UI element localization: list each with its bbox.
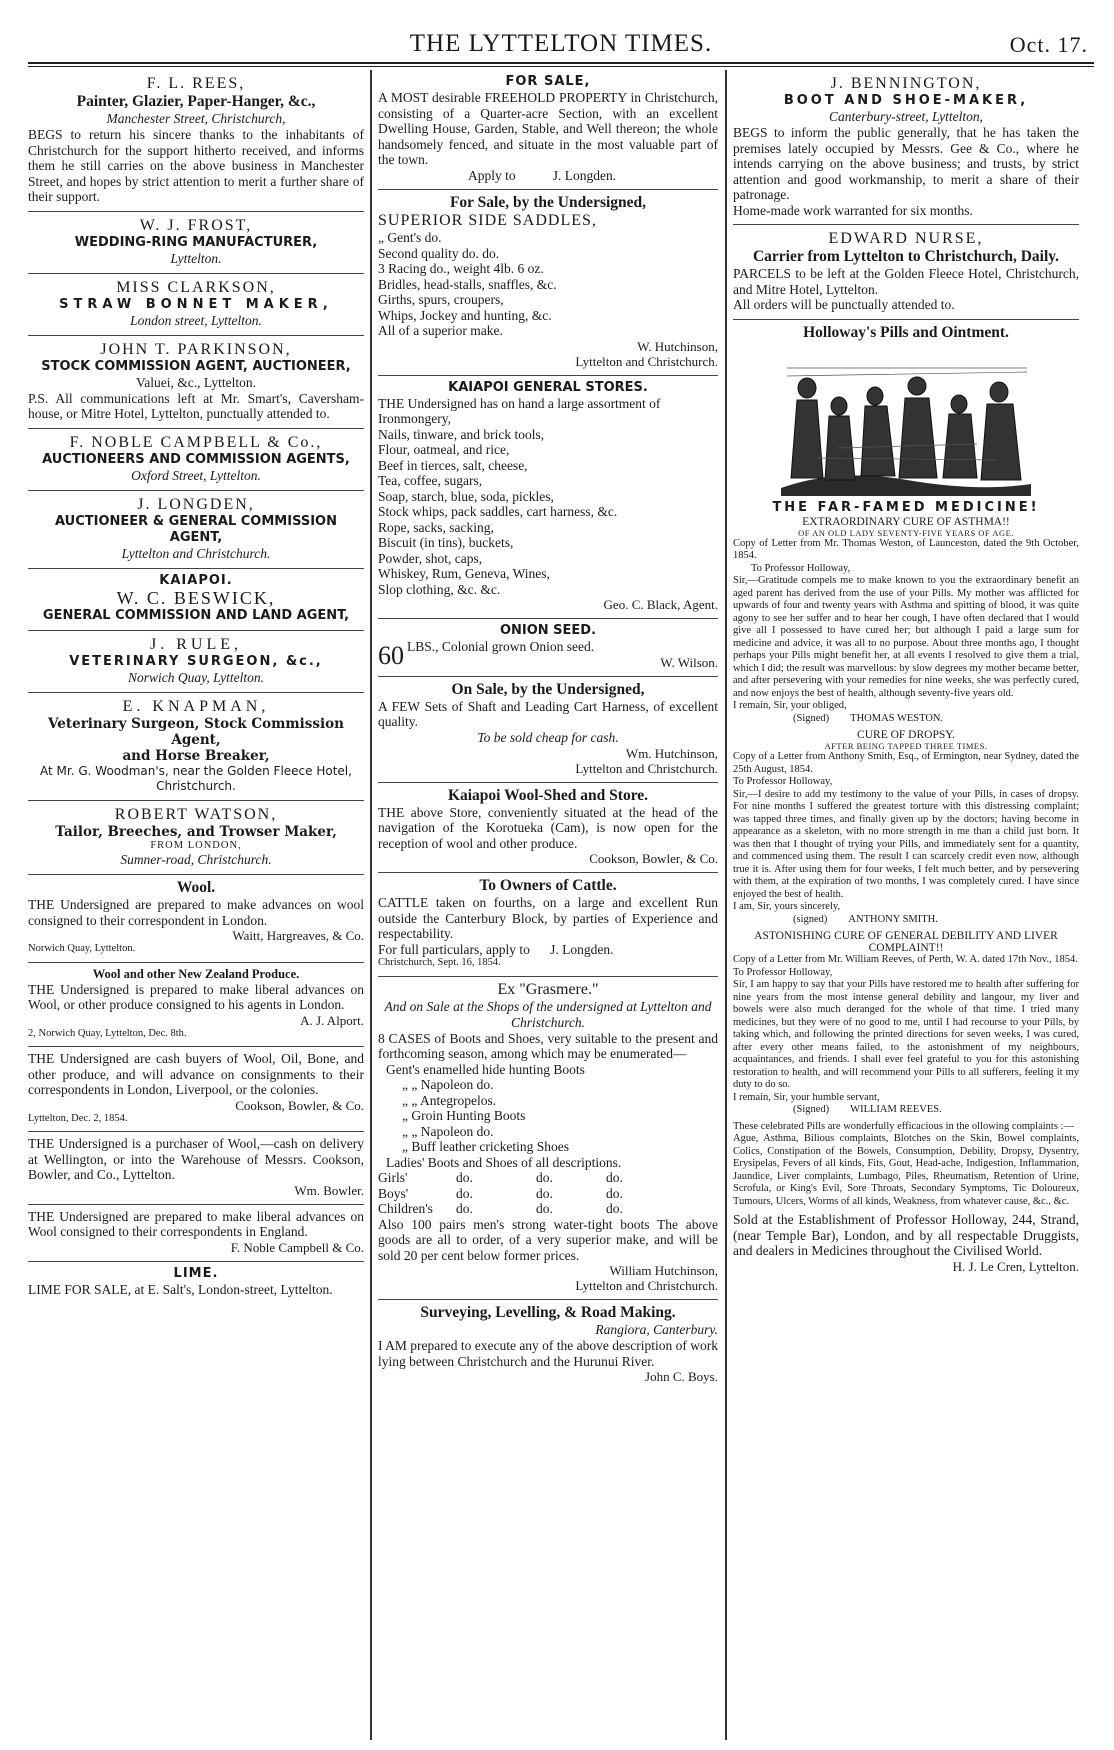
advertiser-name: J. LONGDEN,	[137, 495, 255, 513]
signed-label: (Signed)	[793, 1104, 830, 1115]
advertiser-name: MISS CLARKSON,	[116, 278, 276, 296]
ad-body: THE Undersigned is a purchaser of Wool,—cash on delivery at Wellington, or into the Warehouse of Messrs. Cookson, Bowler, and Co., Lyttelton.	[28, 1136, 364, 1182]
testimonial-intro: Copy of a Letter from Mr. William Reeves, of Perth, W. A. dated 17th Nov., 1854.	[733, 954, 1078, 965]
list-item: „ Buff leather cricketing Shoes	[402, 1139, 569, 1154]
ad-address: Lyttelton and Christchurch.	[575, 1278, 718, 1293]
table-cell: do.	[456, 1170, 473, 1185]
ad-body: Sold at the Establishment of Professor Holloway, 244, Strand, (near Temple Bar), London, and by all respectable Druggists, and dealers in Medicines throughout the Civilised World.	[733, 1212, 1079, 1258]
signature: John C. Boys.	[645, 1369, 718, 1384]
tagline: THE FAR-FAMED MEDICINE!	[772, 499, 1040, 515]
ad-heading: Holloway's Pills and Ointment.	[803, 323, 1009, 341]
ad-address: Christchurch, Sept. 16, 1854.	[378, 957, 501, 968]
testimonial-subheading: OF AN OLD LADY SEVENTY-FIVE YEARS OF AGE.	[798, 527, 1014, 538]
table-cell: do.	[536, 1185, 553, 1201]
ad-note: To be sold cheap for cash.	[477, 729, 619, 745]
ad-body: LBS., Colonial grown Onion seed.	[407, 639, 595, 654]
advertiser-name: F. L. REES,	[146, 75, 246, 92]
advertiser-name: E. KNAPMAN,	[122, 697, 270, 715]
ad-body: A FEW Sets of Shaft and Leading Cart Harness, of excellent quality.	[378, 698, 718, 729]
address-line: Canterbury-street, Lyttelton,	[829, 109, 983, 124]
table-cell: do.	[606, 1170, 623, 1185]
size-table	[378, 1170, 718, 1217]
apply-line: For full particulars, apply to	[378, 941, 530, 957]
list-item: „ Groin Hunting Boots	[402, 1108, 526, 1123]
ad-heading: Wool.	[176, 879, 216, 896]
signature: Cookson, Bowler, & Co.	[589, 851, 718, 866]
ad-onion-seed	[378, 619, 718, 677]
ad-bowler	[28, 1132, 364, 1205]
ad-grasmere	[378, 977, 718, 1301]
address-line: Oxford Street, Lyttelton.	[131, 467, 261, 483]
trade-line: BOOT AND SHOE-MAKER,	[783, 93, 1029, 108]
trade-line: VETERINARY SURGEON, &c.,	[69, 653, 323, 669]
ad-title: SUPERIOR SIDE SADDLES,	[378, 212, 597, 229]
testimonial-subheading: AFTER BEING TAPPED THREE TIMES.	[824, 741, 988, 751]
ad-cookson	[28, 1047, 364, 1132]
ad-body: THE Undersigned is prepared to make liberal advances on Wool, or other produce consigned to his agents in London.	[28, 981, 364, 1012]
table-cell: do.	[606, 1185, 623, 1201]
ad-address: 2, Norwich Quay, Lyttelton, Dec. 8th.	[28, 1027, 187, 1039]
column-divider	[370, 70, 372, 1740]
signature: Wm. Bowler.	[294, 1182, 364, 1198]
ad-parkinson	[28, 336, 364, 429]
list-item: Beef in tierces, salt, cheese,	[378, 457, 528, 473]
ad-body: THE above Store, conveniently situated at the head of the navigation of the Korotueka (Cam), is now open for the reception of wool and other produce.	[378, 804, 718, 851]
ad-saddles	[378, 190, 718, 376]
testimonial-heading: ASTONISHING CURE OF GENERAL DEBILITY AND LIVER COMPLAINT!!	[754, 930, 1058, 954]
signature: W. Wilson.	[660, 654, 718, 670]
ad-wool-produce	[28, 963, 364, 1048]
trade-line: Veterinary Surgeon, Stock Commission Agent,	[48, 715, 344, 748]
table-cell: Children's	[378, 1201, 433, 1216]
trade-line: GENERAL COMMISSION AND LAND AGENT,	[42, 607, 350, 623]
letter-signature: ANTHONY SMITH.	[848, 913, 938, 925]
ad-cart-harness	[378, 677, 718, 783]
list-item: Slop clothing, &c. &c.	[378, 581, 501, 597]
list-item: Bridles, head-stalls, snaffles, &c.	[378, 276, 557, 292]
advertiser-name: W. J. FROST,	[139, 216, 253, 234]
engraving-illustration	[777, 348, 1035, 496]
trade-line: STOCK COMMISSION AGENT, AUCTIONEER,	[41, 358, 351, 374]
table-cell: do.	[536, 1170, 553, 1185]
ad-wool	[28, 875, 364, 963]
testimonial-intro: Copy of a Letter from Anthony Smith, Esq., of Ermington, near Sydney, dated the 25th August, 1854.	[733, 751, 1079, 775]
column-right	[733, 70, 1079, 1742]
advertiser-name: ROBERT WATSON,	[114, 805, 278, 823]
ad-address: Lyttelton and Christchurch.	[575, 760, 718, 776]
trade-line: AUCTIONEER & GENERAL COMMISSION AGENT,	[55, 513, 337, 545]
complaints-intro: These celebrated Pills are wonderfully efficacious in the ollowing complaints :—	[733, 1120, 1074, 1132]
origin-line: FROM LONDON,	[150, 839, 242, 851]
testimonial-heading: EXTRAORDINARY CURE OF ASTHMA!!	[802, 515, 1010, 528]
signature: A. J. Alport.	[300, 1012, 364, 1028]
ad-heading: FOR SALE,	[505, 74, 591, 89]
list-item: Tea, coffee, sugars,	[378, 473, 483, 488]
signature: J. Longden.	[550, 941, 614, 957]
trade-line: Painter, Glazier, Paper-Hanger, &c.,	[76, 93, 316, 110]
ad-wool-shed	[378, 783, 718, 874]
signature: Waitt, Hargreaves, & Co.	[232, 928, 364, 943]
ad-heading: LIME.	[173, 1265, 219, 1281]
ad-subheading: And on Sale at the Shops of the undersigned at Lyttelton and Christchurch.	[384, 998, 712, 1030]
trade-line: WEDDING-RING MANUFACTURER,	[74, 234, 318, 250]
ad-beswick	[28, 569, 364, 631]
advertiser-name: J. BENNINGTON,	[830, 75, 982, 92]
address-line: Norwich Quay, Lyttelton.	[127, 669, 265, 685]
table-cell: Girls'	[378, 1170, 408, 1185]
column-middle	[378, 70, 718, 1742]
advertiser-name: EDWARD NURSE,	[828, 230, 984, 247]
list-item: Soap, starch, blue, soda, pickles,	[378, 488, 554, 504]
trade-line: Carrier from Lyttelton to Christchurch, Daily.	[752, 248, 1060, 265]
ad-heading: Surveying, Levelling, & Road Making.	[420, 1304, 676, 1321]
letter-close: I remain, Sir, your obliged,	[733, 700, 847, 711]
signed-label: (signed)	[793, 913, 828, 925]
ad-watson	[28, 801, 364, 876]
list-item: Powder, shot, caps,	[378, 550, 483, 566]
ad-body: P.S. All communications left at Mr. Smart's, Caversham-house, or Mitre Hotel, Lyttelton, punctually attended to.	[28, 390, 364, 421]
advertiser-name: W. C. BESWICK,	[116, 587, 276, 608]
list-item: Biscuit (in tins), buckets,	[378, 535, 514, 550]
advertiser-name: JOHN T. PARKINSON,	[100, 340, 292, 358]
table-cell: do.	[456, 1201, 473, 1216]
ad-heading: Wool and other New Zealand Produce.	[92, 966, 300, 981]
issue-date: Oct. 17.	[1009, 32, 1088, 57]
advertiser-name: F. NOBLE CAMPBELL & Co.,	[69, 433, 323, 451]
ad-heading: KAIAPOI GENERAL STORES.	[448, 379, 648, 395]
address-line: Rangiora, Canterbury.	[595, 1322, 718, 1337]
signature: J. Longden.	[552, 167, 617, 183]
list-item: „ „ Napoleon do.	[402, 1077, 494, 1092]
column-divider	[725, 70, 727, 1740]
signature: Wm. Hutchinson,	[625, 745, 718, 761]
ad-heading: To Owners of Cattle.	[479, 877, 617, 894]
address-line: Sumner-road, Christchurch.	[120, 852, 272, 867]
table-cell: Boys'	[378, 1185, 409, 1201]
ad-heading: For Sale, by the Undersigned,	[449, 194, 647, 211]
ad-body: CATTLE taken on fourths, on a large and excellent Run outside the Canterbury Block, by parties of Experience and respectability.	[378, 895, 718, 941]
newspaper-title: THE LYTTELTON TIMES.	[409, 30, 713, 57]
address-line: At Mr. G. Woodman's, near the Golden Fleece Hotel, Christchurch.	[40, 763, 352, 793]
complaints-list: Ague, Asthma, Bilious complaints, Blotches on the Skin, Bowel complaints, Colics, Constipation of the Bowels, Consumption, Debility, Dropsy, Dysentry, Erysipelas, Fevers of all kinds, Fits, Gout, Head-ache, Indigestion, Inflammation, Jaundice, Liver complaints, Lumbago, Piles, Rheumatism, Retention of Urine, Scrofula, or King's Evil, Sore Throats, Secondary Symptoms, Tic Doloureux, Tumours, Ulcers, Worms of all kinds, Weakness, from whatever cause, &c., &c.	[733, 1133, 1079, 1207]
signed-label: (Signed)	[793, 712, 830, 724]
ad-body: BEGS to inform the public generally, that he has taken the premises lately occupied by Messrs. Gee & Co., where he intends carrying on the above business; and trusts, by strict attention and good workmanship, to merit a share of their patronage.	[733, 125, 1079, 202]
testimonial-body: Sir, I am happy to say that your Pills have restored me to health after suffering for nine years from the most intense general debility and langour, my liver and bowels were also much deranged for the whole of that time. I tried many medicines, but they were of no good to me, until I had recourse to your Pills, by taking which, and following the printed directions for seven weeks, I was cured, after every other means failed, to the astonishment of my neighbours, acquaintances, and friends. I shall ever feel grateful to you for this astonishing restoration to health, and will recommend your Pills to all sufferers, feeling it my duty to do so.	[733, 979, 1079, 1090]
ad-body: A MOST desirable FREEHOLD PROPERTY in Christchurch, consisting of a Quarter-acre Section, with an excellent Dwelling House, Garden, Stable, and Well thereon; the whole handsomely fenced, and situate in the most valuable part of the town.	[378, 90, 718, 167]
place-heading: KAIAPOI.	[159, 572, 233, 588]
table-cell: do.	[536, 1201, 553, 1216]
ad-heading: On Sale, by the Undersigned,	[451, 680, 645, 698]
ad-body: THE Undersigned are prepared to make advances on wool consigned to their correspondent in London.	[28, 897, 364, 928]
list-item: Whiskey, Rum, Geneva, Wines,	[378, 566, 550, 581]
ad-body: THE Undersigned has on hand a large assortment of	[378, 395, 661, 411]
letter-signature: WILLIAM REEVES.	[850, 1104, 942, 1115]
ad-longden	[28, 491, 364, 569]
ad-campbell	[28, 429, 364, 491]
ad-body: THE Undersigned are cash buyers of Wool, Oil, Bone, and other produce, and will advance on consignments to their correspondents in London, Liverpool, or the colonies.	[28, 1051, 364, 1097]
list-item: Ladies' Boots and Shoes of all descriptions.	[386, 1154, 622, 1170]
signature: H. J. Le Cren, Lyttelton.	[952, 1258, 1079, 1274]
ad-body: Also 100 pairs men's strong water-tight boots The above goods are all to order, of a very superior make, and will be sold 20 per cent below former prices.	[378, 1216, 718, 1263]
advertiser-name: J. RULE,	[150, 635, 242, 653]
signature: F. Noble Campbell & Co.	[230, 1239, 364, 1255]
ad-address: Norwich Quay, Lyttelton.	[28, 943, 136, 954]
ad-body: 8 CASES of Boots and Shoes, very suitable to the present and forthcoming season, among which may be enumerated—	[378, 1030, 718, 1061]
list-item: Girths, spurs, croupers,	[378, 292, 504, 307]
salutation: To Professor Holloway,	[733, 966, 833, 978]
signature: Cookson, Bowler, & Co.	[235, 1097, 364, 1113]
trade-line: AUCTIONEERS AND COMMISSION AGENTS,	[42, 451, 350, 467]
ad-nurse	[733, 225, 1079, 320]
testimonial-body: Sir,—Gratitude compels me to make known to you the extraordinary benefit an aged parent has derived from the use of your Pills. My mother was afflicted for upwards of four and twenty years with Asthma and spitting of blood, it was quite agony to see her suffer and to hear her cough, I have often declared that I would give all I possessed to have cured her; but although I paid a large sum for medicine and advice, it was all to no purpose. About three months ago, I thought perhaps your Pills might benefit her, at all events I resolved to give them a trial, which I did; the result was marvellous: by slow degrees my mother became better, and after persevering with your remedies for nine weeks, she was perfectly cured, and now enjoys the best of health, although seventy-five years old.	[733, 575, 1079, 699]
ad-cattle	[378, 873, 718, 977]
ad-clarkson	[28, 274, 364, 336]
address-line: Valuei, &c., Lyttelton.	[136, 374, 256, 390]
address-line: Lyttelton.	[170, 250, 222, 266]
list-item: Gent's enamelled hide hunting Boots	[386, 1061, 585, 1077]
list-item: Flour, oatmeal, and rice,	[378, 442, 510, 457]
list-item: Ironmongery,	[378, 411, 451, 426]
list-item: „ „ Antegropelos.	[402, 1092, 497, 1108]
quantity: 60	[378, 641, 404, 670]
trade-line: and Horse Breaker,	[122, 747, 270, 764]
ad-body: I AM prepared to execute any of the above description of work lying between Christchurch and the Hurunui River.	[378, 1338, 718, 1369]
list-item: Stock whips, pack saddles, cart harness, &c.	[378, 504, 618, 519]
table-cell: do.	[456, 1185, 473, 1201]
ad-kaiapoi-stores	[378, 376, 718, 620]
signature: Geo. C. Black, Agent.	[603, 597, 718, 612]
list-item: Second quality do. do.	[378, 245, 500, 261]
letter-close: I remain, Sir, your humble servant,	[733, 1091, 880, 1103]
ad-bennington	[733, 70, 1079, 225]
ad-heading: Kaiapoi Wool-Shed and Store.	[447, 786, 649, 804]
ad-note: All orders will be punctually attended to.	[733, 297, 955, 312]
ad-body: THE Undersigned are prepared to make liberal advances on Wool consigned to their correspondents in England.	[28, 1208, 364, 1239]
ad-rule	[28, 631, 364, 693]
list-item: Nails, tinware, and brick tools,	[378, 426, 545, 442]
list-item: All of a superior make.	[378, 323, 503, 338]
ad-body: LIME FOR SALE, at E. Salt's, London-street, Lyttelton.	[28, 1281, 333, 1297]
ad-holloway	[733, 320, 1079, 1280]
ad-heading: ONION SEED.	[499, 623, 597, 638]
ad-for-sale	[378, 70, 718, 190]
masthead-rule	[28, 62, 1094, 67]
signature: W. Hutchinson,	[637, 338, 718, 354]
trade-line: Tailor, Breeches, and Trowser Maker,	[55, 823, 337, 840]
ad-lime	[28, 1262, 364, 1304]
masthead	[28, 28, 1094, 64]
apply-line: Apply to	[468, 167, 516, 183]
testimonial-heading: CURE OF DROPSY.	[857, 729, 955, 741]
signature: William Hutchinson,	[609, 1263, 718, 1278]
salutation: To Professor Holloway,	[733, 776, 833, 787]
testimonial-body: Sir,—I desire to add my testimony to the value of your Pills, in cases of dropsy. For nine months I suffered the greatest torture with this distressing complaint; was tapped three times, and finally given up by the doctors; having become in appearance as a skeleton, with no more strength in me than a child just born. It was then that I thought of trying your Pills, and immediately sent for a quantity, and commenced using them. The result I can scarcely credit even now, although true it is. After using them for four weeks, I felt much better, and by persevering with them, at the expiration of two months, I was completely cured. I have since enjoyed the best of health.	[733, 788, 1079, 900]
list-item: „ „ Napoleon do.	[402, 1123, 494, 1139]
ad-rees	[28, 70, 364, 212]
address-line: London street, Lyttelton.	[130, 312, 262, 328]
ad-surveying	[378, 1300, 718, 1390]
list-item: 3 Racing do., weight 4lb. 6 oz.	[378, 261, 544, 276]
trade-line: STRAW BONNET MAKER,	[59, 296, 333, 312]
list-item: „ Gent's do.	[378, 230, 442, 245]
letter-signature: THOMAS WESTON.	[850, 712, 944, 724]
ad-address: Lyttelton and Christchurch.	[575, 353, 718, 369]
salutation: To Professor Holloway,	[751, 562, 851, 574]
letter-close: I am, Sir, yours sincerely,	[733, 901, 841, 912]
ad-body: BEGS to return his sincere thanks to the inhabitants of Christchurch for the support hitherto received, and informs them he still carries on the above business in Manchester Street, and hopes by strict attention to merit a further share of their support.	[28, 127, 364, 204]
list-item: Whips, Jockey and hunting, &c.	[378, 307, 552, 323]
ad-campbell-wool	[28, 1205, 364, 1262]
address-line: Manchester Street, Christchurch,	[106, 111, 286, 126]
ad-frost	[28, 212, 364, 274]
ad-body: PARCELS to be left at the Golden Fleece Hotel, Christchurch, and Mitre Hotel, Lyttelton.	[733, 266, 1079, 297]
address-line: Lyttelton and Christchurch.	[121, 545, 271, 561]
ad-address: Lyttelton, Dec. 2, 1854.	[28, 1112, 128, 1124]
ad-knapman	[28, 693, 364, 801]
table-cell: do.	[606, 1201, 623, 1216]
testimonial-intro: Copy of Letter from Mr. Thomas Weston, of Launceston, dated the 9th October, 1854.	[733, 537, 1079, 561]
column-left	[28, 70, 364, 1742]
list-item: Rope, sacks, sacking,	[378, 519, 494, 535]
ad-note: Home-made work warranted for six months.	[733, 202, 973, 218]
ad-heading: Ex "Grasmere."	[497, 980, 599, 998]
